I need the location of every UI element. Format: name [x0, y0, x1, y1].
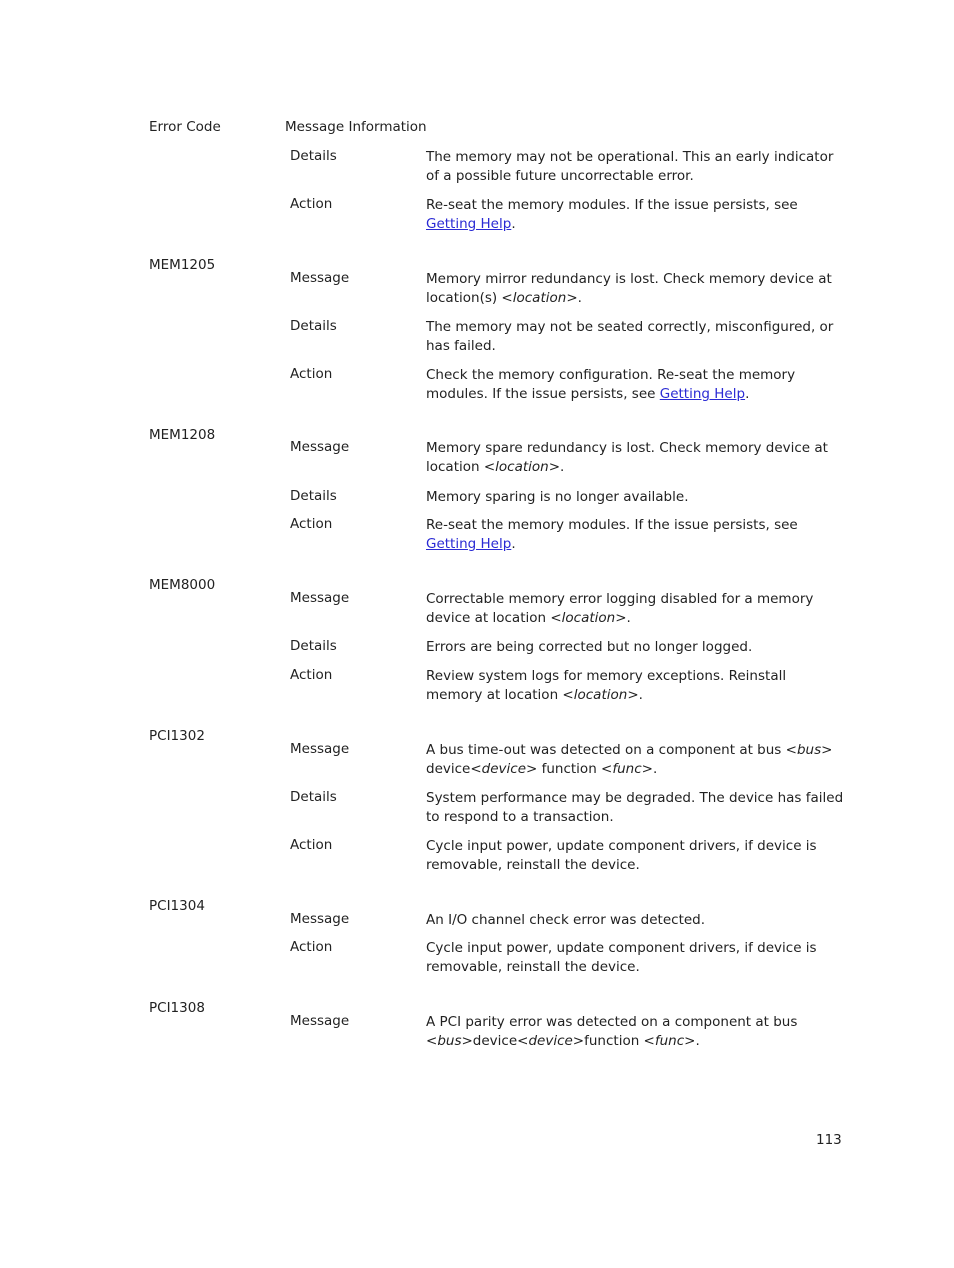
details-value: The memory may not be seated correctly, misconfigured, or has failed.: [426, 319, 834, 354]
details-label: Details: [290, 318, 337, 334]
message-label: Message: [290, 590, 350, 606]
header-error-code: Error Code: [149, 119, 221, 135]
action-value: [426, 196, 836, 234]
getting-help-link[interactable]: Getting Help: [426, 536, 512, 552]
error-code: PCI1304: [149, 898, 205, 914]
message-label: Message: [290, 911, 350, 927]
getting-help-link[interactable]: Getting Help: [426, 216, 512, 232]
action-label: Action: [290, 366, 333, 382]
action-value: Re-seat the memory modules. If the issue persists, see Getting Help.: [426, 517, 798, 552]
details-line: of a possible future uncorrectable error.: [426, 168, 694, 184]
details-value: Errors are being corrected but no longer logged.: [426, 639, 753, 655]
page-number: 113: [816, 1132, 842, 1148]
error-code: PCI1302: [149, 728, 205, 744]
details-label: Details: [290, 488, 337, 504]
action-value: Cycle input power, update component drivers, if device is removable, reinstall the device.: [426, 940, 817, 975]
error-code: MEM1208: [149, 427, 216, 443]
action-label: Action: [290, 196, 333, 212]
action-line: Getting Help.: [426, 216, 516, 232]
details-line: The memory may not be operational. This an early indicator: [426, 149, 834, 165]
details-value: System performance may be degraded. The device has failed to respond to a transaction.: [426, 790, 844, 825]
message-label: Message: [290, 270, 350, 286]
action-label: Action: [290, 667, 333, 683]
details-value: Memory sparing is no longer available.: [426, 489, 689, 505]
action-label: Action: [290, 516, 333, 532]
action-line: Re-seat the memory modules. If the issue persists, see: [426, 197, 798, 213]
error-code: MEM1205: [149, 257, 216, 273]
action-value: Cycle input power, update component drivers, if device is removable, reinstall the device.: [426, 838, 817, 873]
action-value: Review system logs for memory exceptions. Reinstall memory at location <location>.: [426, 668, 787, 703]
message-value: Correctable memory error logging disabled for a memory device at location <location>.: [426, 591, 814, 626]
action-value: Check the memory configuration. Re-seat the memory modules. If the issue persists, see Getting Help.: [426, 367, 796, 402]
action-label: Action: [290, 939, 333, 955]
message-label: Message: [290, 741, 350, 757]
table-header: [149, 119, 849, 139]
getting-help-link[interactable]: Getting Help: [659, 386, 746, 402]
details-value: [426, 148, 836, 186]
message-value: A bus time-out was detected on a component at bus <bus> device<device> function <func>.: [426, 742, 833, 777]
details-label: Details: [290, 789, 337, 805]
action-label: Action: [290, 837, 333, 853]
message-value: Memory spare redundancy is lost. Check memory device at location <location>.: [426, 440, 828, 475]
error-code: PCI1308: [149, 1000, 205, 1016]
details-label: Details: [290, 638, 337, 654]
message-label: Message: [290, 439, 350, 455]
message-value: Memory mirror redundancy is lost. Check memory device at location(s) <location>.: [426, 271, 832, 306]
error-code: MEM8000: [149, 577, 216, 593]
message-value: A PCI parity error was detected on a component at bus <bus>device<device>function <func>.: [426, 1014, 798, 1049]
message-value: An I/O channel check error was detected.: [426, 912, 706, 928]
message-label: Message: [290, 1013, 350, 1029]
details-label: Details: [290, 148, 337, 164]
header-message-information: Message Information: [285, 119, 427, 135]
